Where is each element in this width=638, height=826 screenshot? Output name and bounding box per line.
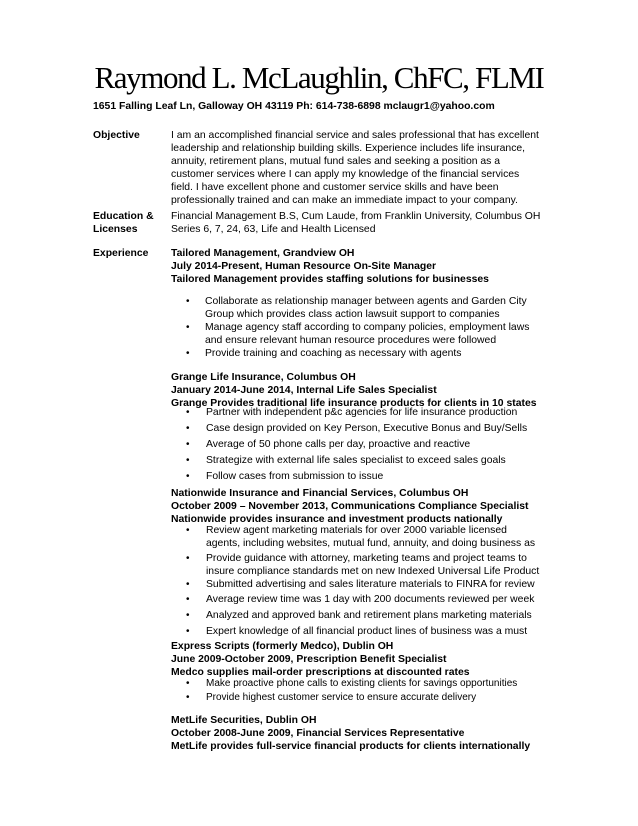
education-text — [171, 210, 540, 236]
job-summary: Tailored Management provides staffing solutions for businesses — [171, 274, 489, 285]
job-company: Nationwide Insurance and Financial Services, Columbus OH — [171, 488, 469, 499]
bullet-item: • Manage agency staff according to company policies, employment laws and ensure relevant human resource procedures were followed — [186, 322, 530, 346]
objective-line: field. I have excellent phone and customer service skills and have been — [171, 182, 499, 193]
objective-line: customer services where I can apply my knowledge of the financial services — [171, 169, 520, 180]
objective-label: Objective — [93, 130, 140, 141]
bullet-item: • Make proactive phone calls to existing clients for savings opportunities — [186, 678, 518, 689]
education-label-line: Licenses — [93, 224, 138, 235]
job-company: Tailored Management, Grandview OH — [171, 248, 355, 259]
education-label-line: Education & — [93, 211, 154, 222]
bullet-item: • Analyzed and approved bank and retirement plans marketing materials — [186, 610, 532, 621]
job-dates-title: January 2014-June 2014, Internal Life Sales Specialist — [171, 385, 437, 396]
contact-line: 1651 Falling Leaf Ln, Galloway OH 43119 Ph: 614-738-6898 mclaugr1@yahoo.com — [93, 101, 495, 112]
job-company: Express Scripts (formerly Medco), Dublin OH — [171, 641, 394, 652]
job-summary: Grange Provides traditional life insurance products for clients in 10 states — [171, 398, 537, 409]
education-line: Series 6, 7, 24, 63, Life and Health Licensed — [171, 224, 376, 235]
job-summary: MetLife provides full-service financial products for clients internationally — [171, 741, 531, 752]
job-bullets — [186, 406, 527, 486]
bullet-item: • Submitted advertising and sales literature materials to FINRA for review — [186, 579, 535, 590]
bullet-item: • Partner with independent p&c agencies for life insurance production — [186, 407, 518, 418]
job-bullets — [186, 295, 530, 360]
bullet-item: • Review agent marketing materials for over 2000 variable licensed agents, including websites, mutual fund, annuity, and doing business as — [186, 525, 536, 549]
job-company: Grange Life Insurance, Columbus OH — [171, 372, 356, 383]
bullet-item: • Strategize with external life sales specialist to exceed sales goals — [186, 455, 506, 466]
job-dates-title: October 2008-June 2009, Financial Services Representative — [171, 728, 465, 739]
bullet-item: • Provide guidance with attorney, marketing teams and project teams to insure compliance standards met on new Indexed Universal Life Product — [186, 553, 540, 577]
job-entry — [171, 247, 489, 286]
job-dates-title: October 2009 – November 2013, Communications Compliance Specialist — [171, 501, 529, 512]
job-company: MetLife Securities, Dublin OH — [171, 715, 317, 726]
bullet-item: • Case design provided on Key Person, Executive Bonus and Buy/Sells — [186, 423, 528, 434]
job-entry — [171, 714, 530, 753]
bullet-item: • Expert knowledge of all financial product lines of business was a must — [186, 626, 528, 637]
bullet-item: • Average review time was 1 day with 200 documents reviewed per week — [186, 594, 535, 605]
objective-line: annuity, retirement plans, mutual fund sales and seeking a position as a — [171, 156, 501, 167]
resume-name: Raymond L. McLaughlin, ChFC, FLMI — [94, 60, 544, 95]
bullet-item: • Follow cases from submission to issue — [186, 471, 384, 482]
experience-label: Experience — [93, 248, 149, 259]
bullet-item: • Average of 50 phone calls per day, proactive and reactive — [186, 439, 471, 450]
job-summary: Nationwide provides insurance and investment products nationally — [171, 514, 503, 525]
job-bullets — [186, 524, 539, 641]
bullet-item: • Collaborate as relationship manager between agents and Garden City Group which provides class action lawsuit support to companies — [186, 296, 527, 320]
job-entry — [171, 487, 528, 526]
job-summary: Medco supplies mail-order prescriptions at discounted rates — [171, 667, 470, 678]
job-dates-title: June 2009-October 2009, Prescription Benefit Specialist — [171, 654, 447, 665]
job-entry — [171, 640, 470, 679]
education-line: Financial Management B.S, Cum Laude, from Franklin University, Columbus OH — [171, 211, 541, 222]
objective-line: professionally trained and can make an immediate impact to your company. — [171, 195, 518, 206]
bullet-item: • Provide highest customer service to ensure accurate delivery — [186, 692, 477, 703]
objective-text — [171, 129, 539, 207]
objective-line: leadership and relationship building skills. Experience includes life insurance, — [171, 143, 526, 154]
bullet-item: • Provide training and coaching as necessary with agents — [186, 348, 462, 359]
objective-line: I am an accomplished financial service and sales professional that has excellent — [171, 130, 539, 141]
job-dates-title: July 2014-Present, Human Resource On-Site Manager — [171, 261, 437, 272]
education-label — [93, 210, 154, 236]
job-entry — [171, 371, 537, 410]
job-bullets — [186, 677, 517, 705]
